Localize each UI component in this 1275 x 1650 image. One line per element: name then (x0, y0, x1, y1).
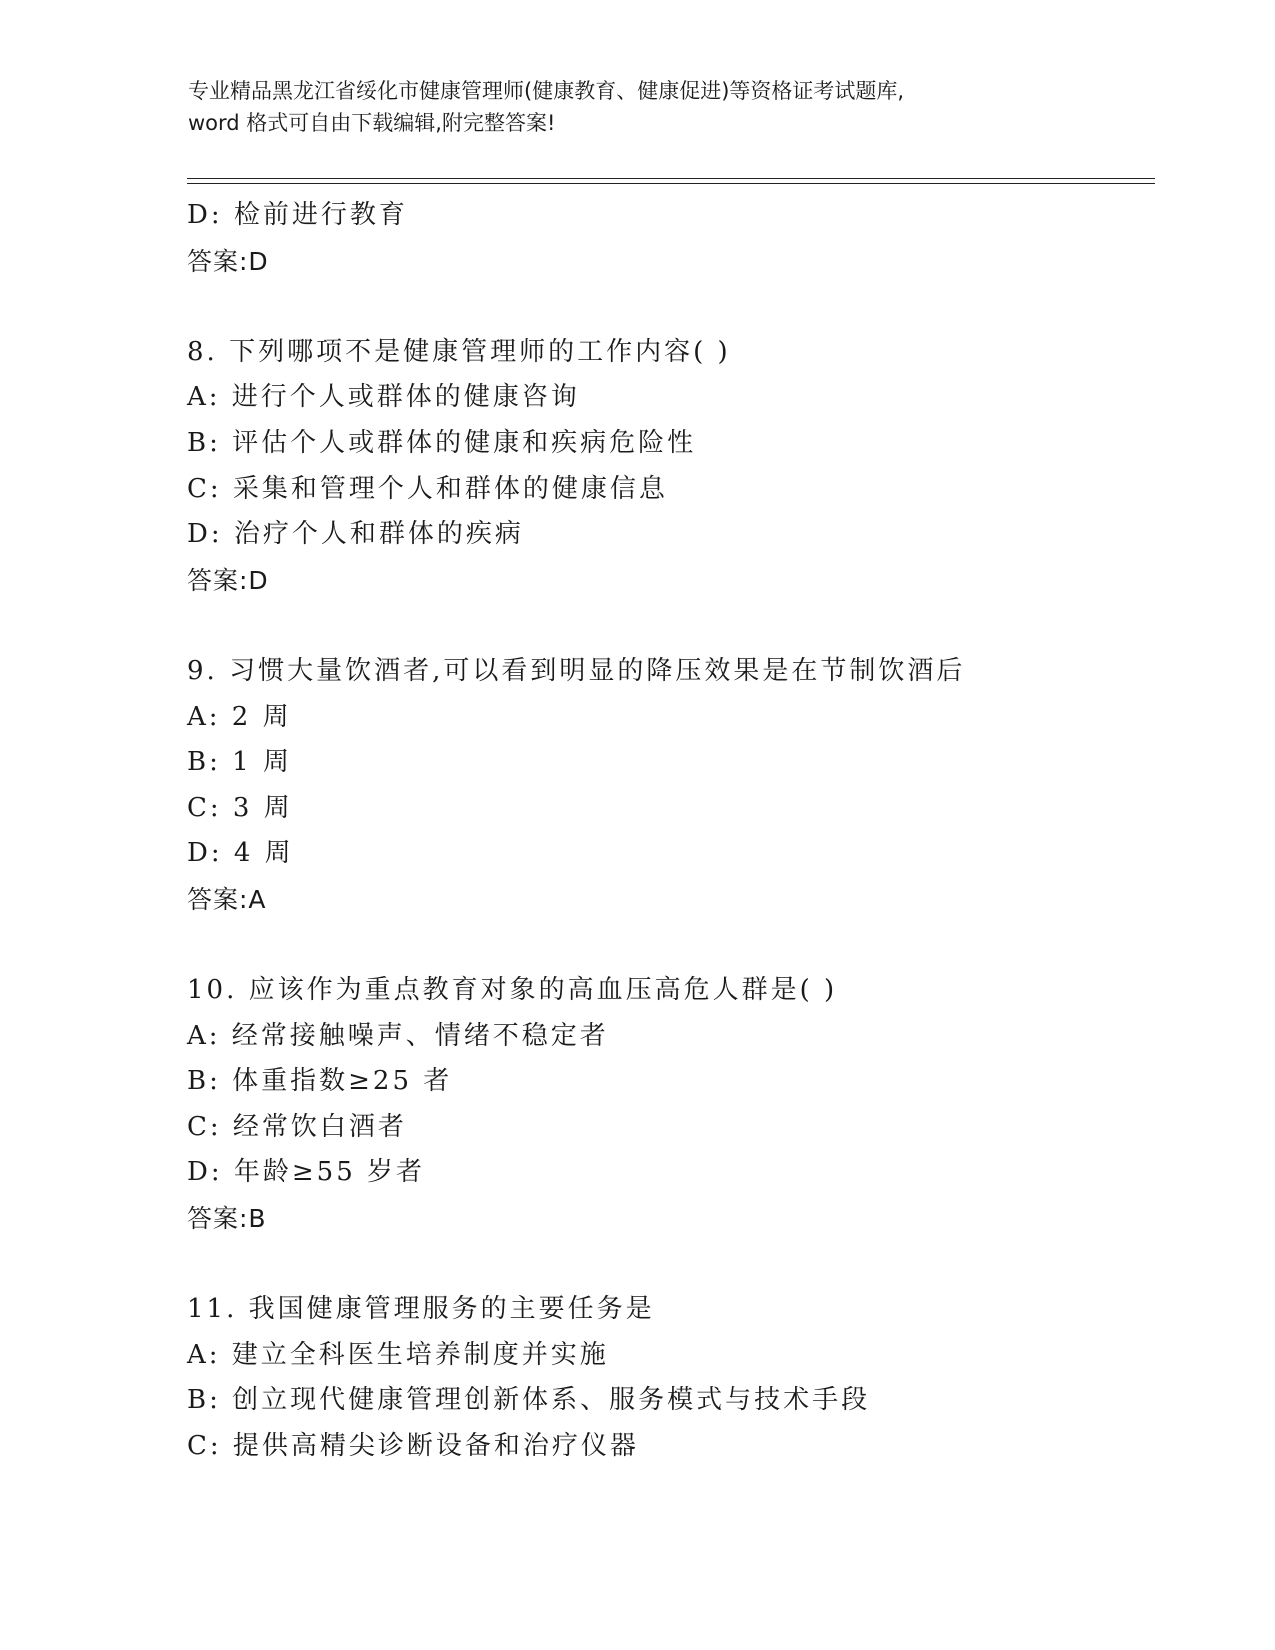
question-stem: 8. 下列哪项不是健康管理师的工作内容( ) (187, 336, 731, 367)
option-b: B: 1 周 (187, 747, 292, 778)
answer: 答案:B (187, 1204, 267, 1234)
option-d: D: 治疗个人和群体的疾病 (187, 519, 524, 550)
option-b: B: 创立现代健康管理创新体系、服务模式与技术手段 (187, 1385, 871, 1416)
question-9 (187, 649, 1147, 923)
question-stem: 10. 应该作为重点教育对象的高血压高危人群是( ) (187, 975, 838, 1006)
spacer (187, 1242, 1147, 1288)
option-d: D: 检前进行教育 (187, 200, 408, 230)
option-c: C: 采集和管理个人和群体的健康信息 (187, 473, 668, 504)
spacer (187, 284, 1147, 330)
option-b: B: 评估个人或群体的健康和疾病危险性 (187, 427, 697, 458)
answer: 答案:A (187, 884, 267, 914)
spacer (187, 603, 1147, 649)
question-10 (187, 968, 1147, 1242)
option-d: D: 4 周 (187, 838, 294, 869)
option-d: D: 年龄≥55 岁者 (187, 1157, 426, 1188)
answer: 答案:D (187, 246, 269, 276)
question-11 (187, 1287, 1147, 1469)
header-line-1: 专业精品黑龙江省绥化市健康管理师(健康教育、健康促进)等资格证考试题库, (188, 79, 905, 103)
option-a: A: 进行个人或群体的健康咨询 (187, 382, 580, 413)
option-a: A: 经常接触噪声、情绪不稳定者 (187, 1020, 609, 1051)
option-a: A: 2 周 (187, 701, 292, 732)
header-rule-top (187, 178, 1155, 179)
header-rule-bottom (187, 183, 1155, 184)
option-b: B: 体重指数≥25 者 (187, 1066, 453, 1097)
answer: 答案:D (187, 565, 269, 595)
spacer (187, 923, 1147, 969)
option-c: C: 3 周 (187, 792, 293, 823)
question-stem: 9. 习惯大量饮酒者,可以看到明显的降压效果是在节制饮酒后 (187, 655, 966, 686)
document-header (188, 75, 1088, 139)
question-stem: 11. 我国健康管理服务的主要任务是 (187, 1294, 655, 1325)
option-c: C: 提供高精尖诊断设备和治疗仪器 (187, 1431, 639, 1462)
question-8 (187, 330, 1147, 604)
question-list (187, 193, 1147, 1470)
option-a: A: 建立全科医生培养制度并实施 (187, 1339, 609, 1370)
option-c: C: 经常饮白酒者 (187, 1111, 407, 1142)
header-line-2: word 格式可自由下载编辑,附完整答案! (188, 111, 556, 135)
